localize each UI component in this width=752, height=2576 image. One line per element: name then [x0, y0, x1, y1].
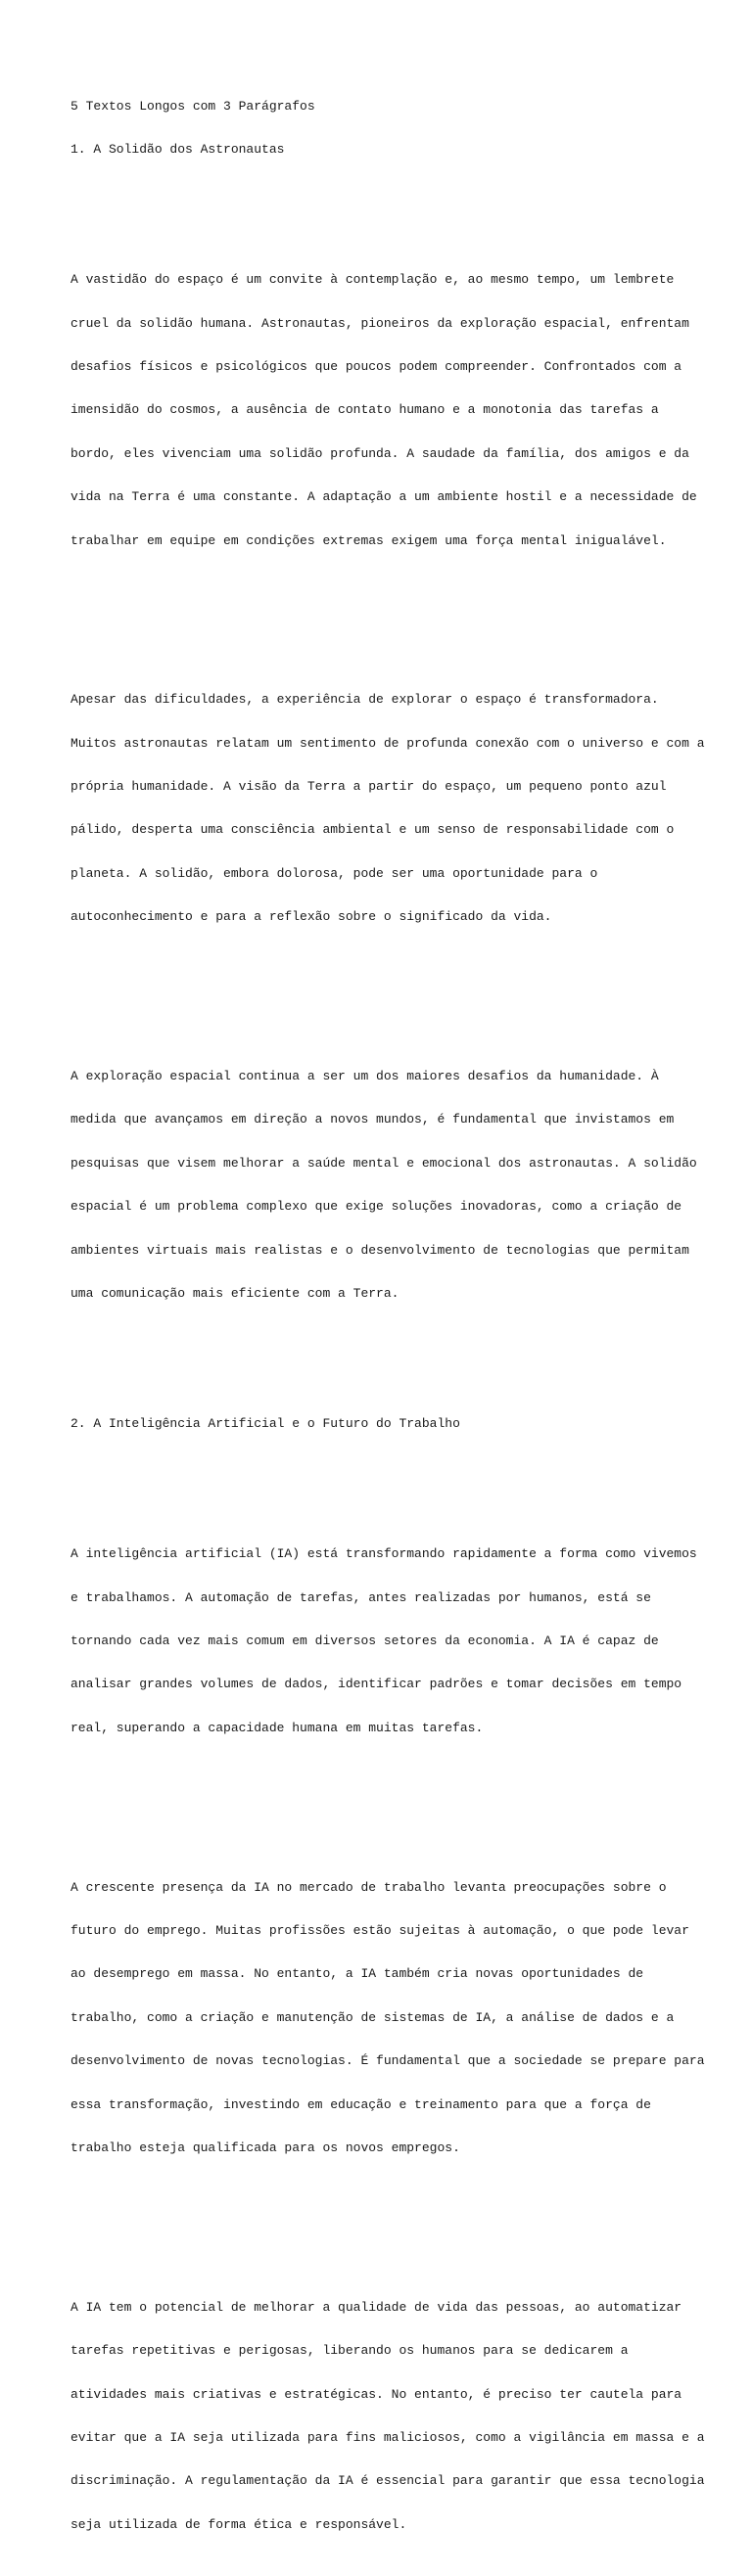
paragraph-gap — [70, 1794, 697, 1809]
document-heading: 5 Textos Longos com 3 Parágrafos — [70, 98, 315, 114]
text-line: uma comunicação mais eficiente com a Terra. — [70, 1285, 400, 1301]
text-line: trabalho, como a criação e manutenção de sistemas de IA, a análise de dados e a — [70, 2009, 675, 2025]
text-line: Apesar das dificuldades, a experiência de explorar o espaço é transformadora. — [70, 692, 659, 708]
paragraph-gap — [70, 1461, 697, 1476]
text-line: vida na Terra é uma constante. A adaptação a um ambiente hostil e a necessidade de — [70, 489, 697, 505]
paragraph-gap — [70, 1359, 697, 1374]
text-line: tornando cada vez mais comum em diversos setores da economia. A IA é capaz de — [70, 1633, 659, 1649]
text-line: autoconhecimento e para a reflexão sobre o significado da vida. — [70, 909, 552, 925]
section-1-title: 1. A Solidão dos Astronautas — [70, 141, 285, 157]
text-line: futuro do emprego. Muitas profissões estão sujeitas à automação, o que pode levar — [70, 1923, 689, 1938]
paragraph-gap — [70, 606, 697, 621]
text-line: pálido, desperta uma consciência ambiental e um senso de responsabilidade com o — [70, 822, 675, 838]
paragraph-gap — [70, 186, 697, 201]
text-line: desenvolvimento de novas tecnologias. É fundamental que a sociedade se prepare para — [70, 2053, 705, 2069]
text-line: A vastidão do espaço é um convite à contemplação e, ao mesmo tempo, um lembrete — [70, 272, 675, 288]
text-line: medida que avançamos em direção a novos mundos, é fundamental que invistamos em — [70, 1112, 675, 1127]
section-2-title: 2. A Inteligência Artificial e o Futuro do Trabalho — [70, 1416, 460, 1432]
text-line: própria humanidade. A visão da Terra a partir do espaço, um pequeno ponto azul — [70, 779, 667, 795]
section-2-paragraph-2 — [70, 1852, 705, 2185]
text-line: trabalho esteja qualificada para os novos empregos. — [70, 2139, 460, 2155]
text-line: tarefas repetitivas e perigosas, liberando os humanos para se dedicarem a — [70, 2343, 629, 2359]
section-2-paragraph-3 — [70, 2272, 705, 2561]
text-line: A inteligência artificial (IA) está transformando rapidamente a forma como vivemos — [70, 1546, 697, 1562]
text-line: espacial é um problema complexo que exige soluções inovadoras, como a criação de — [70, 1199, 682, 1215]
text-line: pesquisas que visem melhorar a saúde mental e emocional dos astronautas. A solidão — [70, 1155, 697, 1171]
text-line: imensidão do cosmos, a ausência de contato humano e a monotonia das tarefas a — [70, 402, 659, 418]
text-line: cruel da solidão humana. Astronautas, pioneiros da exploração espacial, enfrentam — [70, 315, 689, 331]
text-line: seja utilizada de forma ética e responsável. — [70, 2516, 407, 2532]
text-line: trabalhar em equipe em condições extremas exigem uma força mental inigualável. — [70, 532, 667, 548]
text-line: ao desemprego em massa. No entanto, a IA também cria novas oportunidades de — [70, 1966, 644, 1982]
text-line: A crescente presença da IA no mercado de trabalho levanta preocupações sobre o — [70, 1879, 667, 1895]
section-1-paragraph-3 — [70, 1040, 697, 1330]
paragraph-gap — [70, 2214, 697, 2229]
text-line: desafios físicos e psicológicos que poucos podem compreender. Confrontados com a — [70, 358, 682, 374]
text-line: essa transformação, investindo em educação e treinamento para que a força de — [70, 2096, 651, 2112]
text-line: ambientes virtuais mais realistas e o desenvolvimento de tecnologias que permitam — [70, 1242, 689, 1258]
paragraph-gap — [70, 983, 697, 997]
section-2-paragraph-1 — [70, 1519, 697, 1766]
text-line: Muitos astronautas relatam um sentimento de profunda conexão com o universo e com a — [70, 735, 705, 751]
text-line: A IA tem o potencial de melhorar a qualidade de vida das pessoas, ao automatizar — [70, 2299, 682, 2315]
text-line: e trabalhamos. A automação de tarefas, antes realizadas por humanos, está se — [70, 1589, 651, 1605]
text-line: A exploração espacial continua a ser um dos maiores desafios da humanidade. À — [70, 1068, 659, 1083]
document-page — [70, 70, 705, 2576]
text-line: evitar que a IA seja utilizada para fins maliciosos, como a vigilância em massa e a — [70, 2429, 705, 2445]
text-line: atividades mais criativas e estratégicas. No entanto, é preciso ter cautela para — [70, 2386, 682, 2402]
text-line: bordo, eles vivenciam uma solidão profunda. A saudade da família, dos amigos e da — [70, 445, 689, 461]
text-line: real, superando a capacidade humana em muitas tarefas. — [70, 1720, 484, 1735]
text-line: analisar grandes volumes de dados, identificar padrões e tomar decisões em tempo — [70, 1677, 682, 1692]
text-line: discriminação. A regulamentação da IA é essencial para garantir que essa tecnologia — [70, 2473, 705, 2489]
section-1-paragraph-1 — [70, 245, 697, 577]
section-1-paragraph-2 — [70, 665, 705, 954]
text-line: planeta. A solidão, embora dolorosa, pode ser uma oportunidade para o — [70, 865, 598, 881]
